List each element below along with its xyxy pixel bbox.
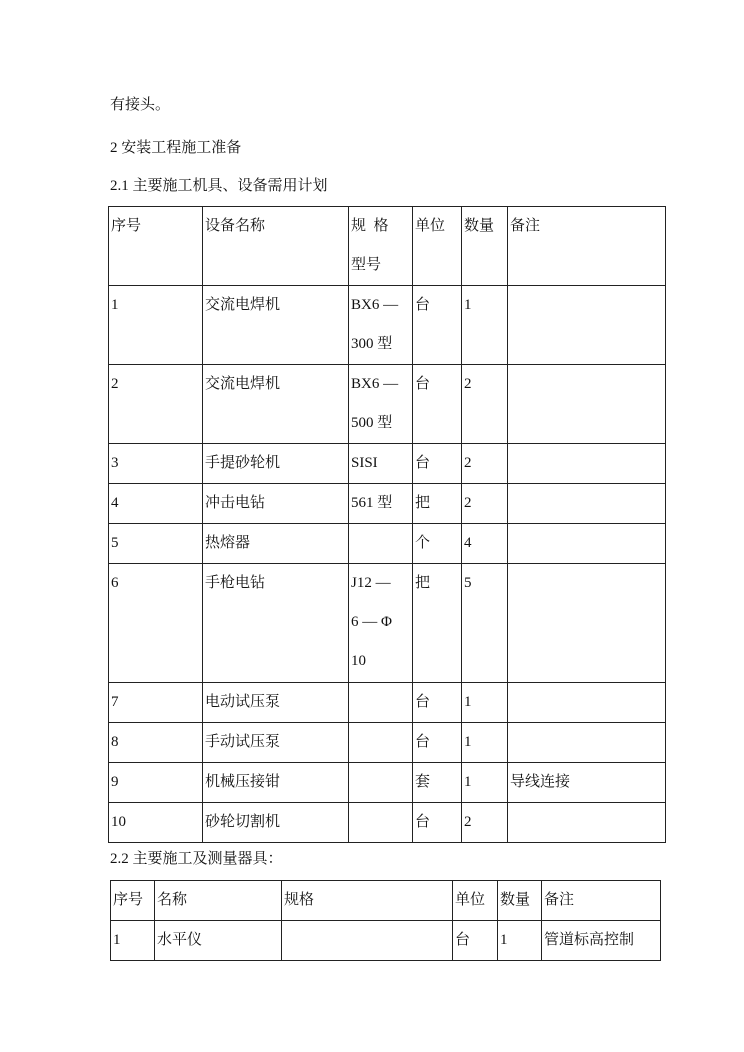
table-row — [109, 286, 666, 365]
table-header-cell: 序号 — [109, 207, 203, 286]
table-header-row — [109, 207, 666, 286]
table-header-cell: 规 格 型号 — [349, 207, 413, 286]
table-cell: 水平仪 — [155, 921, 282, 961]
table-cell: 4 — [109, 484, 203, 524]
table-cell — [508, 365, 666, 444]
table-cell — [349, 683, 413, 723]
table-cell: 手动试压泵 — [203, 723, 349, 763]
table-cell: 1 — [109, 286, 203, 365]
table-header-row — [111, 881, 661, 921]
table-cell: 冲击电钻 — [203, 484, 349, 524]
table-cell — [508, 286, 666, 365]
table-cell: 导线连接 — [508, 763, 666, 803]
table-cell: 热熔器 — [203, 524, 349, 564]
table-header-cell: 规格 — [282, 881, 453, 921]
table-cell: 管道标高控制 — [542, 921, 661, 961]
table-cell: 2 — [109, 365, 203, 444]
table-cell: 交流电焊机 — [203, 365, 349, 444]
table-cell: 1 — [462, 286, 508, 365]
table-cell: 6 — [109, 564, 203, 683]
table-cell: 2 — [462, 803, 508, 843]
table-row — [109, 484, 666, 524]
table-header-cell: 备注 — [508, 207, 666, 286]
table-cell: J12 — 6 — Φ 10 — [349, 564, 413, 683]
table-cell: 台 — [413, 683, 462, 723]
table-cell: 砂轮切割机 — [203, 803, 349, 843]
table-cell: 1 — [462, 683, 508, 723]
table-cell: 10 — [109, 803, 203, 843]
table-cell: 561 型 — [349, 484, 413, 524]
table-header-cell: 数量 — [462, 207, 508, 286]
table-row — [109, 803, 666, 843]
table-cell: 3 — [109, 444, 203, 484]
subsection-heading-instruments: 2.2 主要施工及测量器具： — [110, 851, 283, 867]
table-cell: 把 — [413, 564, 462, 683]
table-row — [111, 921, 661, 961]
table-cell: 5 — [462, 564, 508, 683]
table-cell: 台 — [413, 365, 462, 444]
table-cell: 1 — [462, 723, 508, 763]
table-cell: 把 — [413, 484, 462, 524]
table-cell: SISI — [349, 444, 413, 484]
table-cell: BX6 — 500 型 — [349, 365, 413, 444]
table-row — [109, 763, 666, 803]
table-row — [109, 524, 666, 564]
table-cell: 手枪电钻 — [203, 564, 349, 683]
section-heading: 2 安装工程施工准备 — [110, 140, 242, 156]
table-cell: 台 — [413, 444, 462, 484]
table-cell — [508, 484, 666, 524]
table-header-cell: 数量 — [498, 881, 542, 921]
table-cell: 手提砂轮机 — [203, 444, 349, 484]
table-cell — [508, 803, 666, 843]
table-cell — [349, 803, 413, 843]
table-header-cell: 名称 — [155, 881, 282, 921]
table-cell: 8 — [109, 723, 203, 763]
subsection-heading-equipment: 2.1 主要施工机具、设备需用计划 — [110, 178, 328, 194]
table-header-cell: 单位 — [413, 207, 462, 286]
table-row — [109, 683, 666, 723]
table-header-cell: 设备名称 — [203, 207, 349, 286]
table-cell: 1 — [498, 921, 542, 961]
table-cell — [508, 524, 666, 564]
table-cell: 电动试压泵 — [203, 683, 349, 723]
table-cell: 7 — [109, 683, 203, 723]
table-cell: 台 — [413, 803, 462, 843]
table-cell: 个 — [413, 524, 462, 564]
table-cell — [508, 683, 666, 723]
table-cell — [349, 524, 413, 564]
table-row — [109, 444, 666, 484]
table-cell: 2 — [462, 484, 508, 524]
table-cell — [282, 921, 453, 961]
table-cell — [349, 763, 413, 803]
table-cell: 台 — [413, 286, 462, 365]
table-cell: 套 — [413, 763, 462, 803]
table-cell: 1 — [111, 921, 155, 961]
table-row — [109, 365, 666, 444]
table-row — [109, 723, 666, 763]
table-cell: 9 — [109, 763, 203, 803]
table-header-cell: 备注 — [542, 881, 661, 921]
table-cell: 2 — [462, 444, 508, 484]
table-cell — [508, 564, 666, 683]
table-cell: 2 — [462, 365, 508, 444]
table-cell — [508, 723, 666, 763]
table-cell — [508, 444, 666, 484]
table-cell — [349, 723, 413, 763]
table-cell: 台 — [453, 921, 498, 961]
table-row — [109, 564, 666, 683]
table-header-cell: 单位 — [453, 881, 498, 921]
paragraph-text: 有接头。 — [110, 97, 171, 113]
table-cell: 台 — [413, 723, 462, 763]
table-cell: 机械压接钳 — [203, 763, 349, 803]
table-cell: BX6 — 300 型 — [349, 286, 413, 365]
table-header-cell: 序号 — [111, 881, 155, 921]
measuring-instruments-table — [110, 880, 661, 961]
table-cell: 交流电焊机 — [203, 286, 349, 365]
table-cell: 4 — [462, 524, 508, 564]
table-cell: 1 — [462, 763, 508, 803]
equipment-plan-table — [108, 206, 666, 843]
table-cell: 5 — [109, 524, 203, 564]
